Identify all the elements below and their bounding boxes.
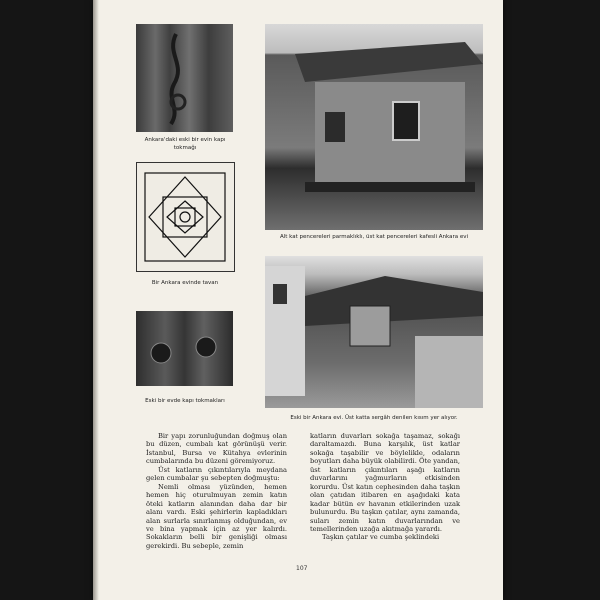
caption-door-knockers: Eski bir evde kapı tokmakları bbox=[145, 398, 225, 404]
caption-door-knocker: Ankara'daki eski bir evin kapı tokmağı bbox=[144, 137, 226, 151]
paragraph: Bir yapı zorunluğundan doğmuş olan bu düzen, cumbalı kat görünüşü verir. İstanbul, Bursa ve Kütahya evlerinin cumbalarında bu düzeni göremiyoruz. bbox=[146, 432, 287, 466]
page-spine-shadow bbox=[93, 0, 99, 600]
caption-house-windows: Alt kat pencereleri parmaklıklı, üst kat pencereleri kafesli Ankara evi bbox=[279, 234, 469, 240]
book-page bbox=[93, 0, 503, 600]
photo-old-ankara-house bbox=[265, 256, 483, 408]
knocker-illustration bbox=[136, 24, 233, 132]
caption-ceiling: Bir Ankara evinde tavan bbox=[151, 280, 219, 286]
paragraph: Üst katların çıkıntılarıyla meydana gelen cumbalar şu sebepten doğmuştu: bbox=[146, 465, 287, 483]
text-column-left bbox=[146, 432, 287, 550]
ceiling-pattern-illustration bbox=[137, 163, 234, 271]
photo-door-knocker bbox=[136, 24, 233, 132]
caption-old-ankara-house: Eski bir Ankara evi. Üst katta sergâh denilen kısım yer alıyor. bbox=[290, 415, 458, 421]
text-column-right bbox=[310, 432, 460, 542]
house-windows-illustration bbox=[265, 24, 483, 230]
paragraph: Taşkın çatılar ve cumba şeklindeki bbox=[322, 533, 440, 542]
knockers-illustration bbox=[136, 311, 233, 386]
old-house-illustration bbox=[265, 256, 483, 408]
photo-ceiling bbox=[136, 162, 235, 272]
photo-ankara-house-windows bbox=[265, 24, 483, 230]
paragraph: katların duvarları sokağa taşamaz, sokağı daraltamazdı. Buna karşılık, üst katlar sokağa taşabilir ve böylelikle, odaların boyutları daha büyük olabilirdi. Öte yandan, üst katların çıkıntıları aşağı katların duvarlarını yağmurların etkisinden korurdu. Üst katın cephesinden daha taşkın olan çatıdan itibaren en aşağıdaki kata kadar bütün ev havanın etkilerinden uzak bulunurdu. Bu taşkın çatılar, aynı zamanda, suları zemin katın duvarlarından ve temellerinden uzağa akıtmağa yarardı. bbox=[310, 432, 460, 533]
page-number: 107 bbox=[296, 565, 308, 572]
paragraph: Nemli olması yüzünden, hemen hemen hiç oturulmuyan zemin katın öteki katların alanından daha dar bir alanı vardı. Eski şehirlerin kapladıkları alan surlarla sınırlanmış olduğundan, ev ve bina yapmak için az yer kalırdı. Sokakların belli bir genişliği olması gerekirdi. Bu sebeple, zemin bbox=[146, 482, 287, 550]
photo-door-knockers bbox=[136, 311, 233, 386]
